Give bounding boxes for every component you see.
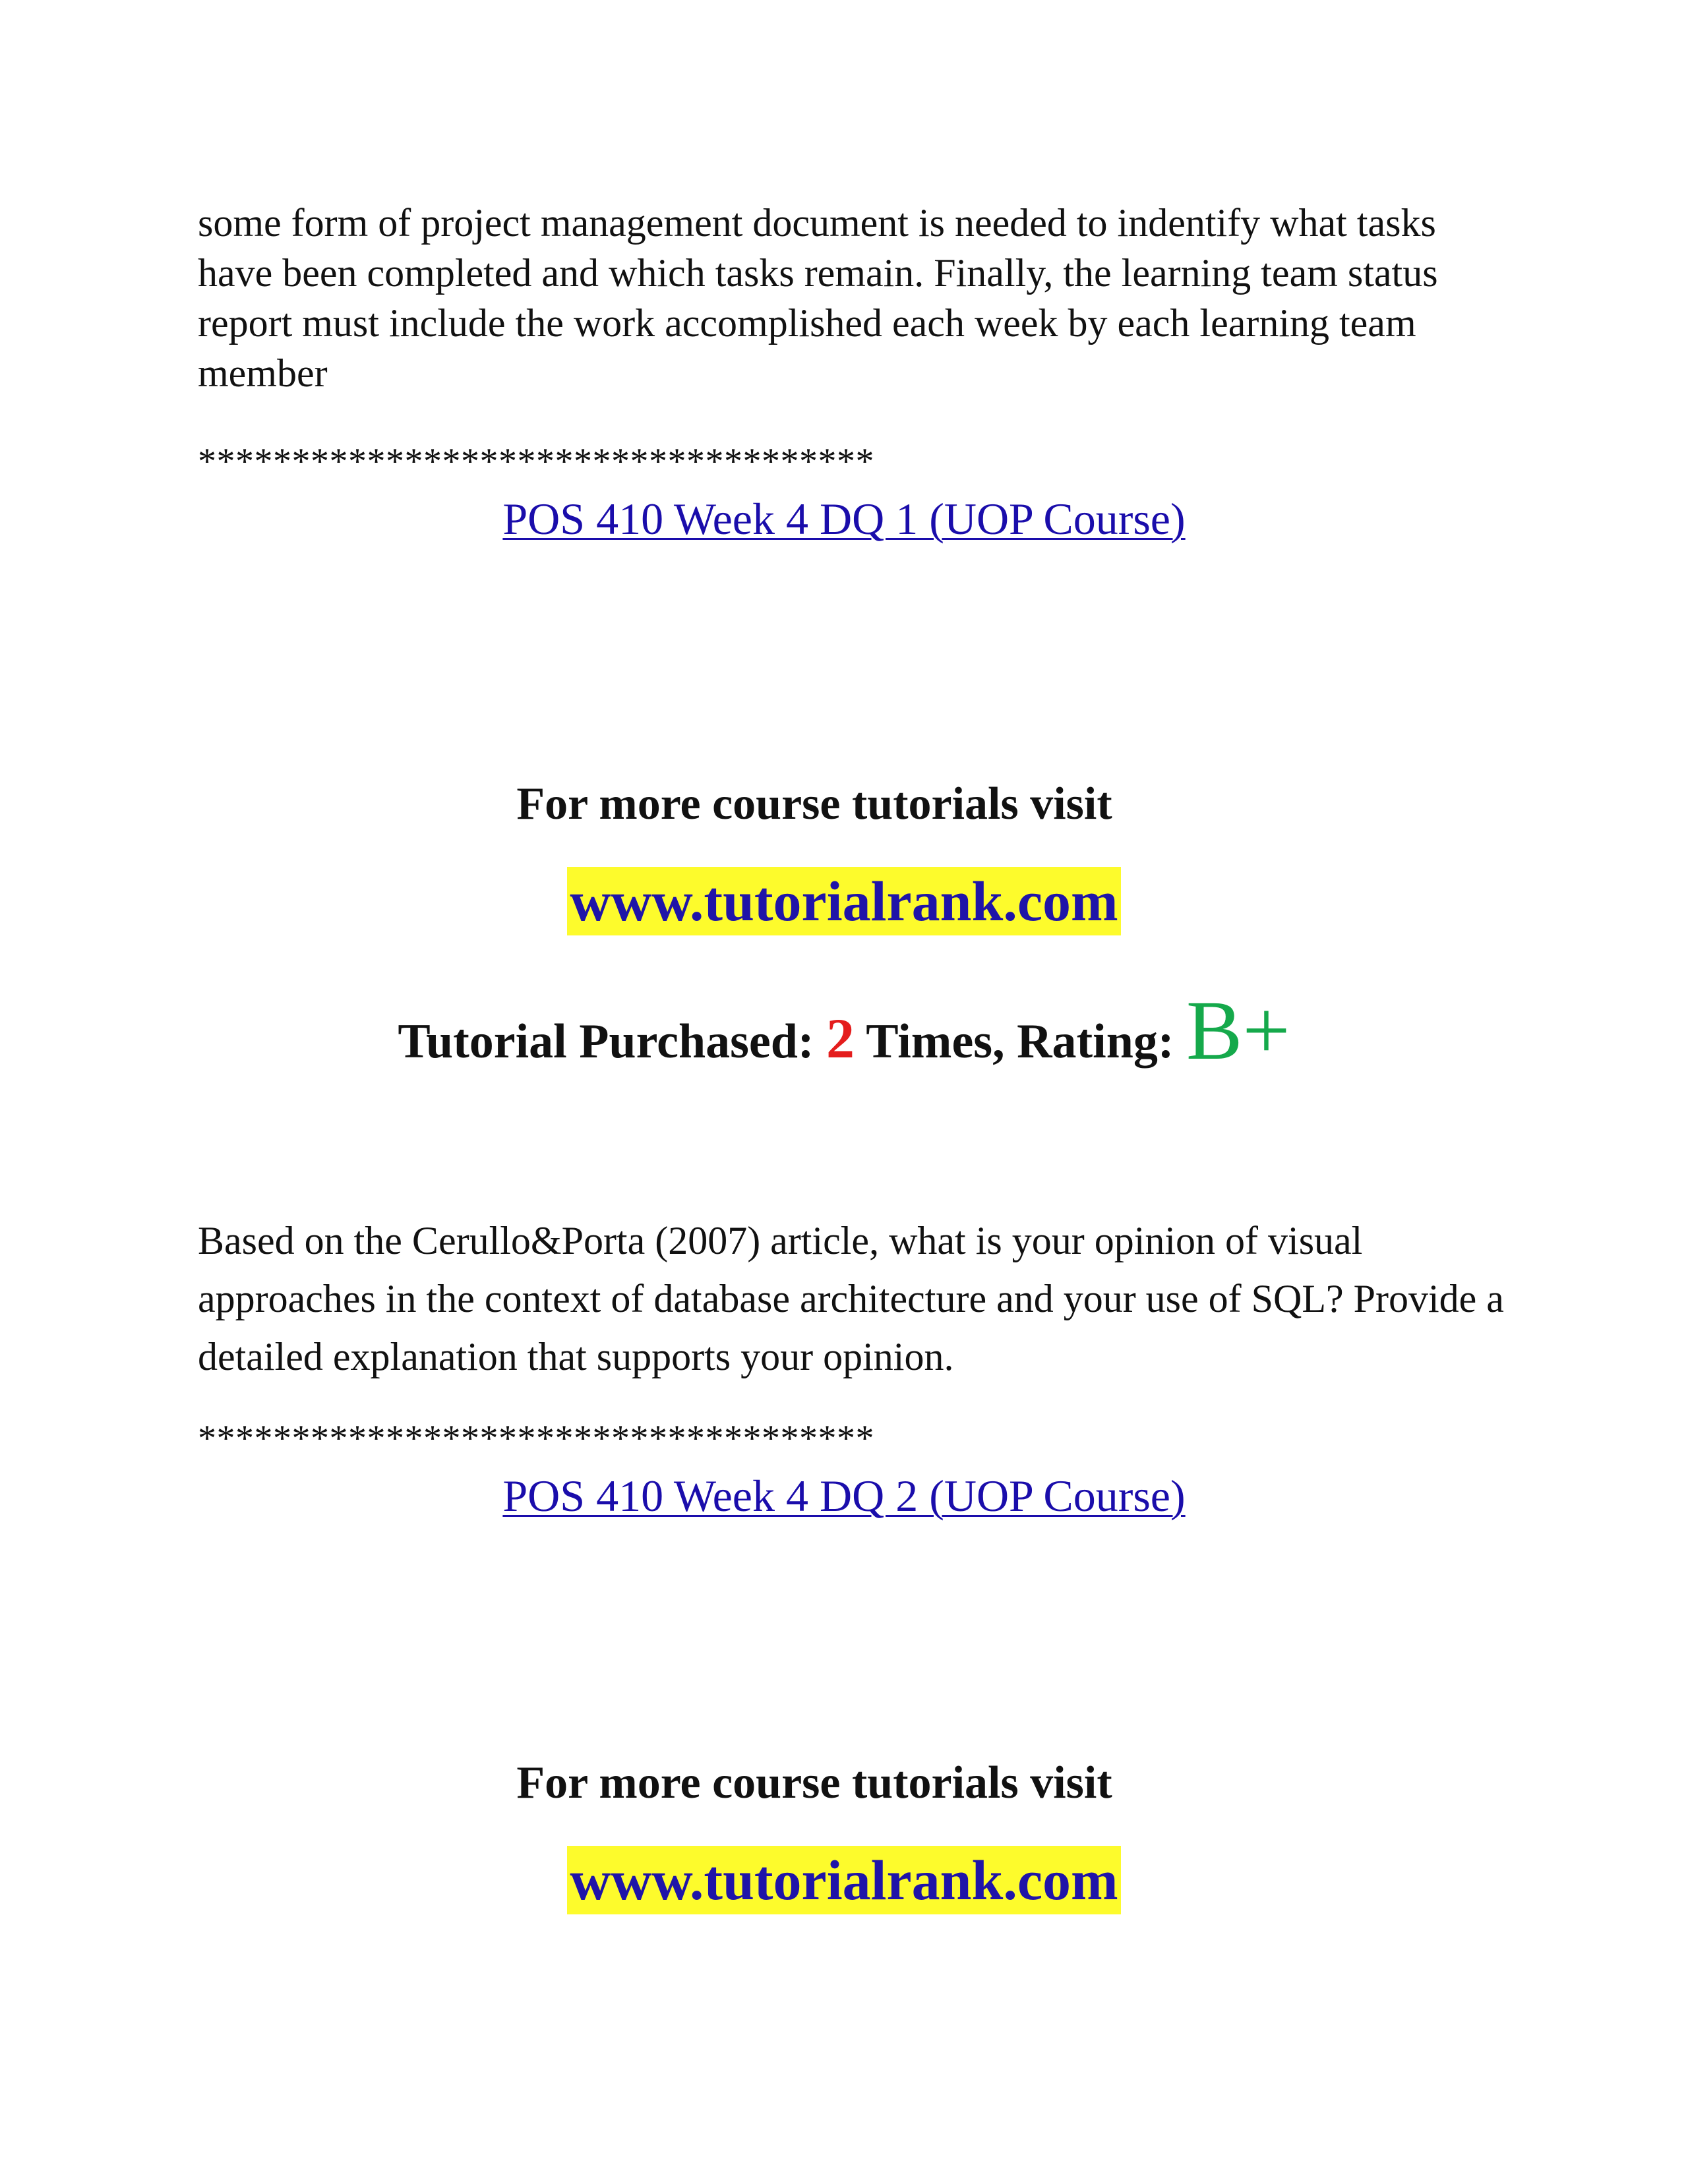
rating-label: Times, Rating: xyxy=(866,1015,1174,1069)
purchase-count: 2 xyxy=(826,1007,855,1070)
website-container xyxy=(0,1846,1688,1914)
intro-paragraph: some form of project management document is needed to indentify what tasks have been completed and which tasks remain. Finally, the learning team status report must include the work accomplished each week by each learning team member xyxy=(198,201,1438,395)
asterisk-separator: ************************************ xyxy=(198,441,874,482)
website-link[interactable]: www.tutorialrank.com xyxy=(567,867,1120,935)
purchase-info xyxy=(0,982,1688,1079)
visit-heading: For more course tutorials visit xyxy=(516,779,1112,829)
asterisk-separator: ************************************ xyxy=(198,1418,874,1459)
purchase-label: Tutorial Purchased: xyxy=(398,1015,814,1069)
course-link-dq1[interactable]: POS 410 Week 4 DQ 1 (UOP Course) xyxy=(502,494,1186,544)
question-paragraph: Based on the Cerullo&Porta (2007) article, what is your opinion of visual approaches in the context of database architecture and your use of SQL? Provide a detailed explanation that supports your opinion. xyxy=(198,1219,1504,1378)
website-container xyxy=(0,867,1688,935)
website-link[interactable]: www.tutorialrank.com xyxy=(567,1846,1120,1914)
rating-value: B+ xyxy=(1186,984,1290,1077)
visit-heading: For more course tutorials visit xyxy=(516,1757,1112,1808)
course-link-dq2[interactable]: POS 410 Week 4 DQ 2 (UOP Course) xyxy=(502,1471,1186,1521)
